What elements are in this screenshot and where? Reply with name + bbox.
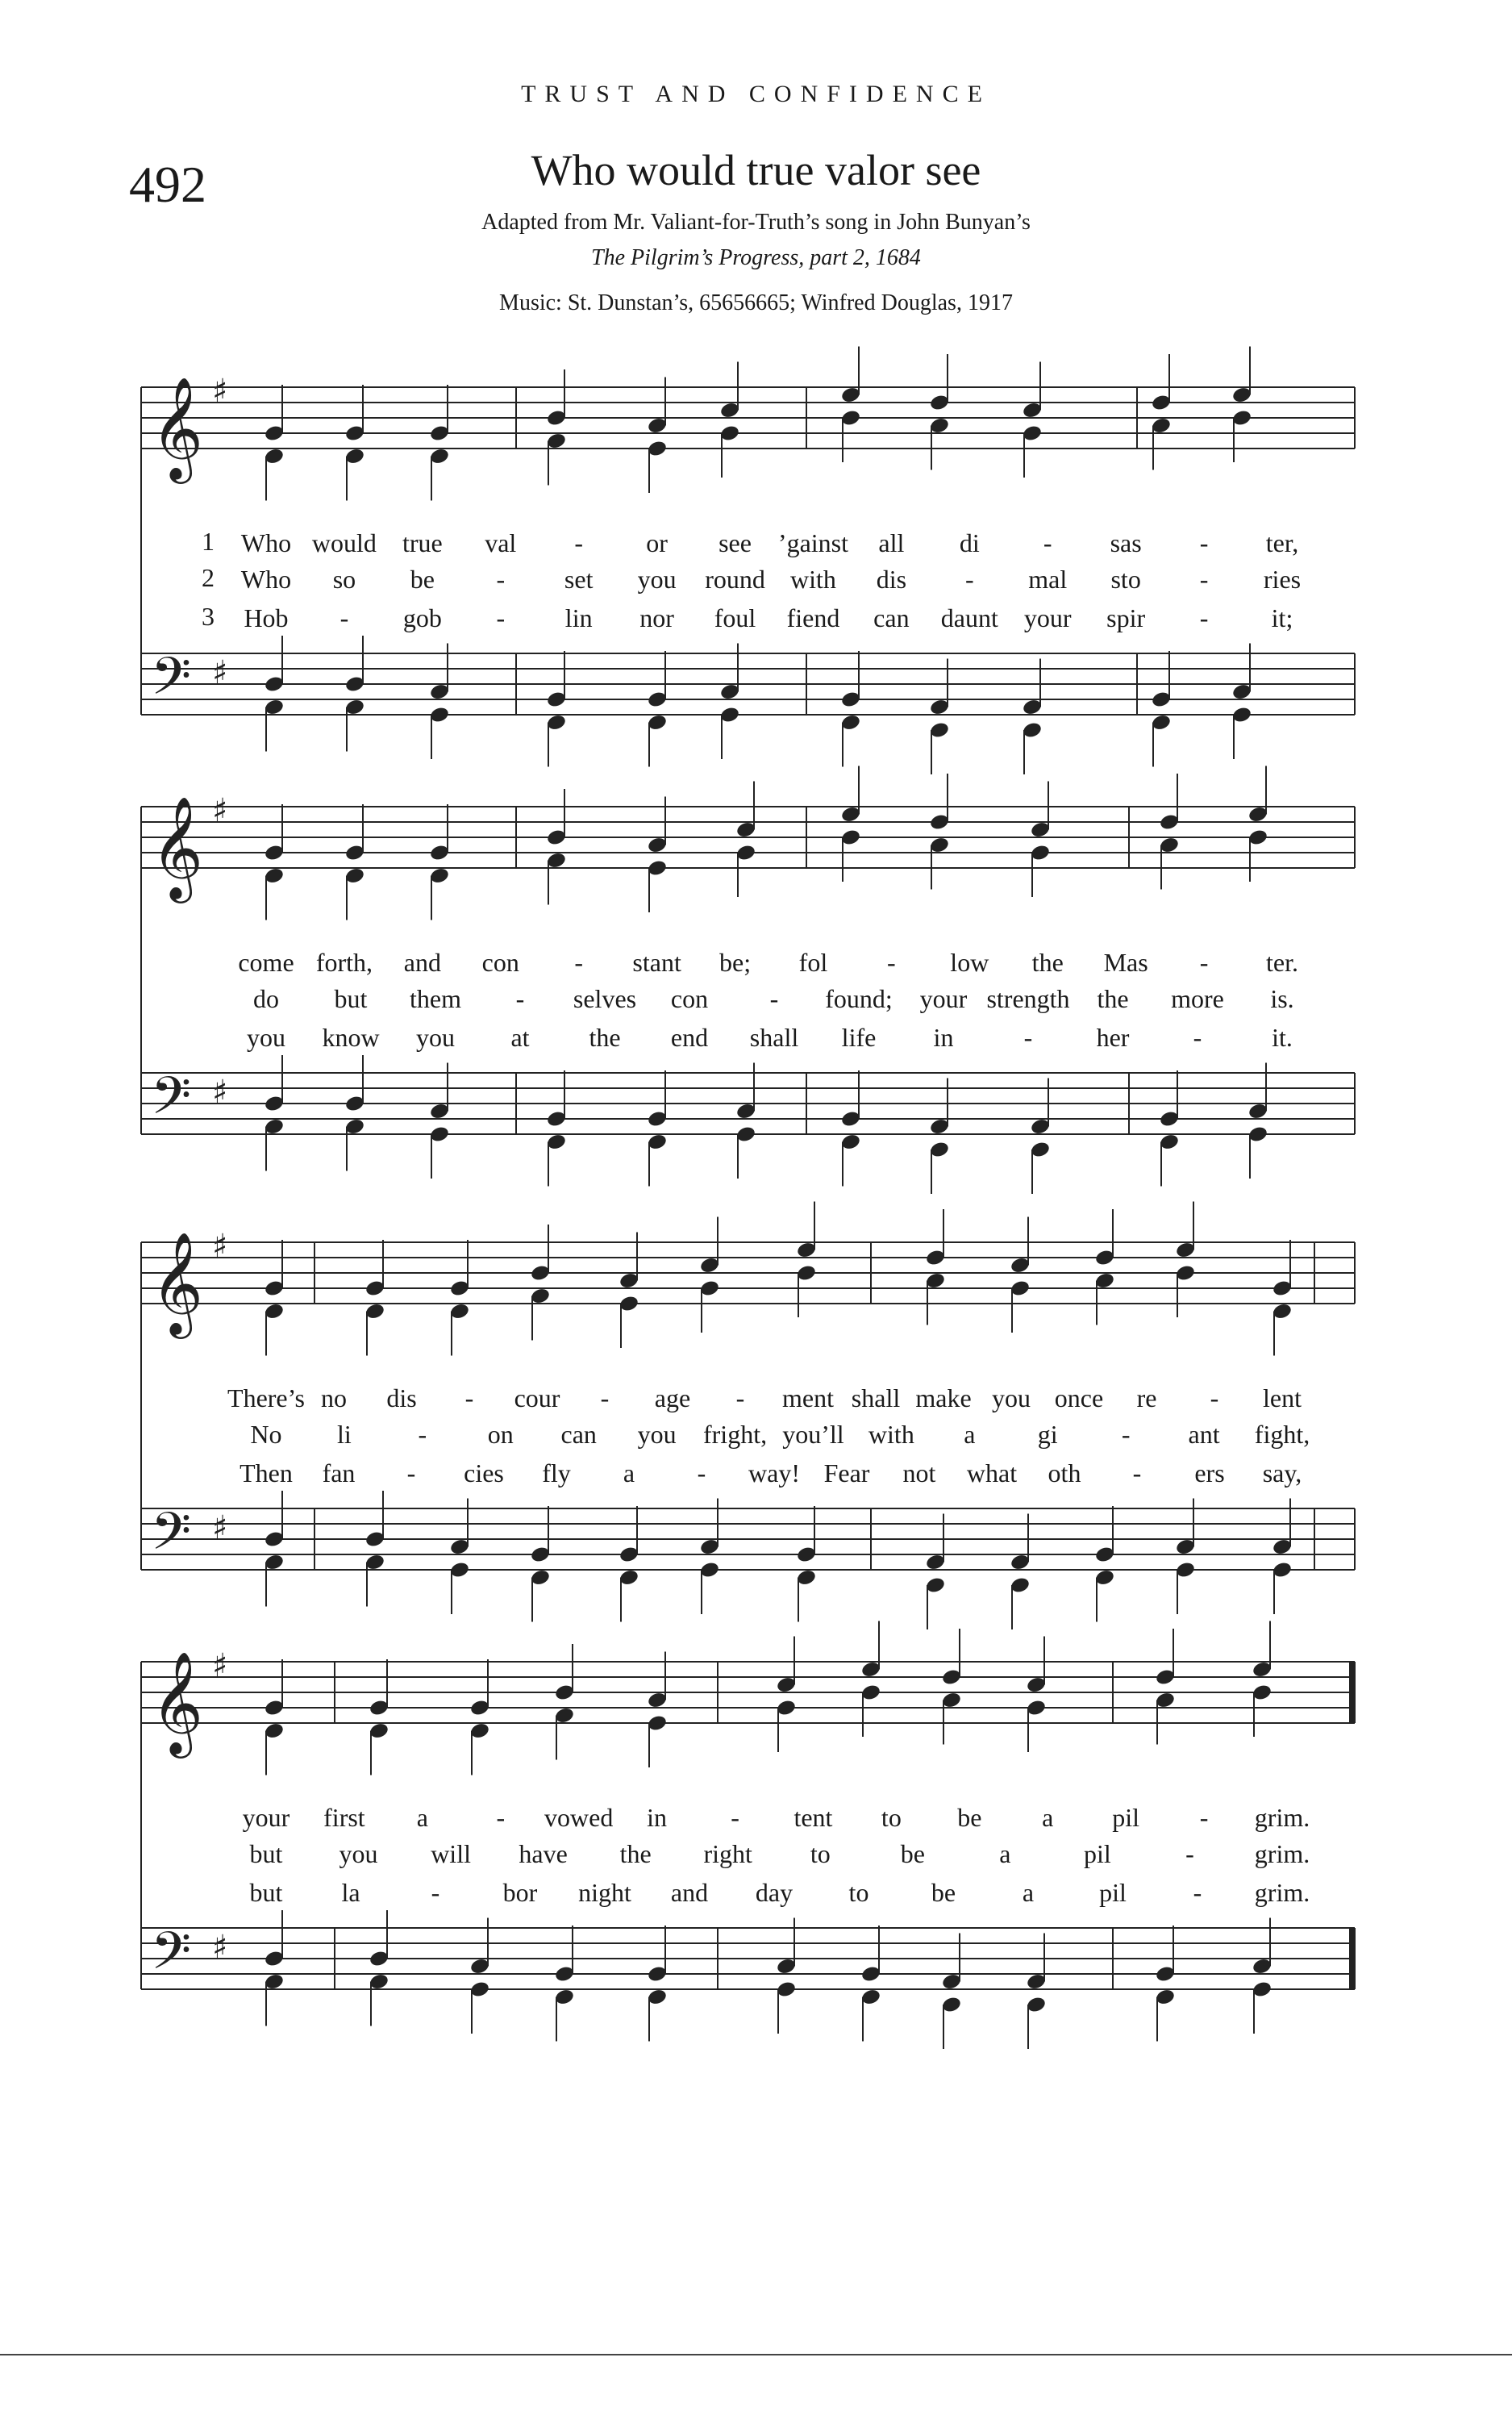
lyric-syllable: - <box>574 528 584 557</box>
lyric-syllable: a <box>623 1458 635 1487</box>
lyric-syllable: ment <box>782 1383 834 1412</box>
lyric-syllable: val <box>485 528 517 557</box>
key-signature-sharp-icon: ♯ <box>212 1647 228 1684</box>
lyric-syllable: fol <box>798 948 828 977</box>
lyric-syllable: can <box>873 603 910 632</box>
key-signature-sharp-icon: ♯ <box>212 1228 228 1265</box>
lyric-syllable: have <box>519 1839 568 1868</box>
lyric-syllable: low <box>950 948 989 977</box>
lyric-syllable: re <box>1136 1383 1157 1412</box>
lyric-syllable: - <box>1199 1803 1209 1832</box>
lyric-syllable: know <box>322 1023 380 1052</box>
lyric-syllable: - <box>418 1420 427 1449</box>
lyric-syllable: - <box>496 603 506 632</box>
lyric-syllable: more <box>1171 984 1224 1013</box>
treble-clef-icon: 𝄞 <box>151 795 204 899</box>
lyric-syllable: - <box>887 948 896 977</box>
lyric-syllable: pil <box>1099 1878 1127 1907</box>
lyric-syllable: first <box>323 1803 365 1832</box>
lyric-syllable: grim. <box>1254 1878 1310 1907</box>
lyric-syllable: - <box>496 1803 506 1832</box>
lyric-syllable: foul <box>714 603 756 632</box>
lyric-syllable: what <box>966 1458 1018 1487</box>
lyric-syllable: cour <box>514 1383 560 1412</box>
lyric-syllable: - <box>731 1803 739 1832</box>
lyric-syllable: - <box>735 1383 745 1412</box>
lyric-syllable: to <box>810 1839 831 1868</box>
lyric-syllable: her <box>1096 1023 1130 1052</box>
lyric-syllable: and <box>403 948 441 977</box>
lyric-syllable: at <box>510 1023 530 1052</box>
text-source-credit: Adapted from Mr. Valiant-for-Truth’s song in John Bunyan’s <box>481 210 1031 235</box>
lyric-syllable: cies <box>464 1458 504 1487</box>
lyric-syllable: you <box>247 1023 285 1052</box>
lyric-syllable: - <box>1199 565 1209 594</box>
lyric-syllable: will <box>431 1839 471 1868</box>
lyric-syllable: in <box>933 1023 954 1052</box>
lyric-syllable: do <box>253 984 279 1013</box>
lyric-syllable: Who <box>240 528 292 557</box>
music-credit: Music: St. Dunstan’s, 65656665; Winfred Douglas, 1917 <box>499 290 1013 315</box>
key-signature-sharp-icon: ♯ <box>212 1929 228 1966</box>
lyric-syllable: the <box>589 1023 621 1052</box>
lyric-syllable: you’ll <box>782 1420 844 1449</box>
lyric-syllable: - <box>1121 1420 1131 1449</box>
lyric-syllable: night <box>578 1878 631 1907</box>
lyric-syllable: - <box>1199 528 1209 557</box>
lyric-syllable: - <box>339 603 349 632</box>
lyric-syllable: you <box>637 565 677 594</box>
lyric-syllable: age <box>654 1383 691 1412</box>
lyric-syllable: con <box>670 984 709 1013</box>
lyric-syllable: once <box>1054 1383 1104 1412</box>
key-signature-sharp-icon: ♯ <box>212 792 228 829</box>
lyric-syllable: with <box>790 565 836 594</box>
lyric-syllable: found; <box>825 984 893 1013</box>
lyric-syllable: be <box>410 565 435 594</box>
lyric-syllable: to <box>881 1803 902 1832</box>
lyric-syllable: - <box>697 1458 706 1487</box>
lyric-syllable: Then <box>240 1458 293 1487</box>
lyric-syllable: them <box>410 984 461 1013</box>
lyric-syllable: - <box>496 565 506 594</box>
lyric-syllable: sas <box>1110 528 1142 557</box>
lyric-syllable: you <box>339 1839 378 1868</box>
lyric-syllable: with <box>868 1420 914 1449</box>
lyric-syllable: Mas <box>1103 948 1148 977</box>
lyric-syllable: would <box>311 528 377 557</box>
key-signature-sharp-icon: ♯ <box>212 654 228 691</box>
lyric-syllable: di <box>959 528 980 557</box>
lyric-syllable: fight, <box>1254 1420 1310 1449</box>
lyric-syllable: life <box>841 1023 877 1052</box>
lyric-syllable: - <box>574 948 584 977</box>
lyric-syllable: con <box>481 948 519 977</box>
lyric-syllable: all <box>878 528 905 557</box>
lyric-syllable: - <box>769 984 779 1013</box>
lyric-syllable: it. <box>1272 1023 1293 1052</box>
lyric-syllable: nor <box>639 603 674 632</box>
lyric-syllable: on <box>487 1420 514 1449</box>
lyric-syllable: daunt <box>940 603 998 632</box>
lyric-syllable: round <box>705 565 765 594</box>
lyric-syllable: a <box>964 1420 976 1449</box>
music-system-1 <box>0 371 1512 855</box>
page-bottom-rule <box>0 2354 1512 2355</box>
lyric-syllable: gob <box>402 603 442 632</box>
music-system-4 <box>0 1646 1512 2130</box>
lyric-syllable: - <box>1210 1383 1219 1412</box>
lyric-syllable: be <box>900 1839 925 1868</box>
verse-number: 1 <box>202 527 215 556</box>
lyric-syllable: - <box>964 565 974 594</box>
lyric-syllable: grim. <box>1254 1839 1310 1868</box>
lyric-syllable: your <box>1023 603 1072 632</box>
lyric-syllable: spir <box>1106 603 1146 632</box>
lyric-syllable: set <box>564 565 594 594</box>
lyric-syllable: come <box>238 948 294 977</box>
lyric-syllable: ers <box>1194 1458 1225 1487</box>
lyric-syllable: but <box>249 1839 283 1868</box>
lyric-syllable: fright, <box>702 1420 768 1449</box>
lyric-syllable: ries <box>1263 565 1302 594</box>
lyric-syllable: the <box>1031 948 1064 977</box>
lyric-syllable: forth, <box>315 948 373 977</box>
lyric-syllable: - <box>406 1458 416 1487</box>
lyric-syllable: tent <box>793 1803 833 1832</box>
lyric-syllable: be <box>931 1878 956 1907</box>
lyric-syllable: you <box>416 1023 455 1052</box>
lyric-syllable: oth <box>1048 1458 1081 1487</box>
lyric-syllable: be <box>957 1803 982 1832</box>
bass-clef-icon: 𝄢 <box>151 647 192 720</box>
lyric-syllable: - <box>1185 1839 1194 1868</box>
lyric-syllable: - <box>1023 1023 1033 1052</box>
lyric-syllable: true <box>402 528 443 557</box>
lyric-syllable: li <box>337 1420 352 1449</box>
lyric-syllable: no <box>321 1383 347 1412</box>
lyric-syllable: bor <box>502 1878 538 1907</box>
lyric-syllable: day <box>755 1878 793 1907</box>
lyric-syllable: make <box>915 1383 972 1412</box>
lyric-syllable: - <box>1199 603 1209 632</box>
hymn-title: Who would true valor see <box>531 146 981 194</box>
lyric-syllable: Hob <box>244 603 289 632</box>
lyric-syllable: a <box>1022 1878 1035 1907</box>
final-bar-line <box>1349 1928 1355 1989</box>
lyric-syllable: right <box>703 1839 752 1868</box>
lyric-syllable: - <box>600 1383 610 1412</box>
lyric-syllable: la <box>341 1878 360 1907</box>
lyric-syllable: or <box>646 528 668 557</box>
lyric-syllable: - <box>464 1383 474 1412</box>
lyric-syllable: a <box>1042 1803 1054 1832</box>
music-system-3 <box>0 1226 1512 1710</box>
lyric-syllable: fan <box>322 1458 356 1487</box>
lyric-syllable: stant <box>632 948 681 977</box>
lyric-syllable: and <box>670 1878 709 1907</box>
lyric-syllable: - <box>1193 1023 1202 1052</box>
lyric-syllable: be; <box>719 948 752 977</box>
lyric-syllable: a <box>416 1803 428 1832</box>
verse-number: 3 <box>202 602 215 631</box>
lyric-syllable: mal <box>1028 565 1068 594</box>
lyric-syllable: end <box>670 1023 709 1052</box>
treble-clef-icon: 𝄞 <box>151 1650 204 1754</box>
lyric-syllable: so <box>332 565 356 594</box>
lyric-syllable: - <box>515 984 525 1013</box>
lyric-syllable: - <box>431 1878 440 1907</box>
lyric-syllable: - <box>1132 1458 1142 1487</box>
lyric-syllable: Who <box>240 565 292 594</box>
bass-clef-icon: 𝄢 <box>151 1502 192 1575</box>
lyric-syllable: can <box>560 1420 597 1449</box>
lyric-syllable: fiend <box>786 603 840 632</box>
lyric-syllable: gi <box>1037 1420 1058 1449</box>
lyric-syllable: selves <box>573 984 637 1013</box>
lyric-syllable: ter. <box>1266 948 1298 977</box>
lyric-syllable: the <box>619 1839 652 1868</box>
lyric-syllable: Fear <box>823 1458 870 1487</box>
lyric-syllable: to <box>848 1878 869 1907</box>
lyric-syllable: way! <box>748 1458 800 1487</box>
lyric-syllable: strength <box>986 984 1070 1013</box>
lyric-syllable: it; <box>1271 603 1293 632</box>
lyric-syllable: you <box>637 1420 677 1449</box>
key-signature-sharp-icon: ♯ <box>212 1509 228 1546</box>
lyric-syllable: - <box>1193 1878 1202 1907</box>
lyric-syllable: ter, <box>1265 528 1299 557</box>
lyric-syllable: in <box>647 1803 668 1832</box>
lyric-syllable: pil <box>1112 1803 1140 1832</box>
lyric-syllable: sto <box>1110 565 1141 594</box>
lyric-syllable: but <box>334 984 368 1013</box>
lyric-syllable: say, <box>1262 1458 1302 1487</box>
hymn-number: 492 <box>129 156 206 213</box>
treble-clef-icon: 𝄞 <box>151 1231 204 1334</box>
lyric-syllable: you <box>992 1383 1031 1412</box>
final-bar-line <box>1349 1662 1355 1723</box>
key-signature-sharp-icon: ♯ <box>212 373 228 410</box>
lyric-syllable: your <box>919 984 968 1013</box>
music-system-2 <box>0 791 1512 1275</box>
lyric-syllable: lent <box>1263 1383 1302 1412</box>
lyric-syllable: - <box>1043 528 1052 557</box>
lyric-syllable: vowed <box>544 1803 614 1832</box>
verse-number: 2 <box>202 563 215 592</box>
lyric-syllable: shall <box>749 1023 799 1052</box>
lyric-syllable: grim. <box>1254 1803 1310 1832</box>
lyric-syllable: a <box>999 1839 1011 1868</box>
key-signature-sharp-icon: ♯ <box>212 1074 228 1111</box>
lyric-syllable: pil <box>1084 1839 1111 1868</box>
lyric-syllable: see <box>719 528 752 557</box>
lyric-syllable: but <box>249 1878 283 1907</box>
lyric-syllable: the <box>1097 984 1129 1013</box>
section-heading: TRUST AND CONFIDENCE <box>521 81 991 107</box>
lyric-syllable: dis <box>386 1383 417 1412</box>
lyric-syllable: your <box>242 1803 290 1832</box>
lyric-syllable: shall <box>851 1383 901 1412</box>
lyric-syllable: is. <box>1270 984 1294 1013</box>
lyric-syllable: - <box>1199 948 1209 977</box>
lyric-syllable: dis <box>876 565 907 594</box>
bass-clef-icon: 𝄢 <box>151 1921 192 1994</box>
bass-clef-icon: 𝄢 <box>151 1066 192 1139</box>
lyric-syllable: ant <box>1188 1420 1220 1449</box>
lyric-syllable: fly <box>542 1458 571 1487</box>
lyric-syllable: ’gainst <box>777 528 848 557</box>
book-title-credit: The Pilgrim’s Progress, part 2, 1684 <box>591 245 921 270</box>
lyric-syllable: lin <box>564 603 593 632</box>
lyric-syllable: There’s <box>227 1383 305 1412</box>
lyric-syllable: not <box>902 1458 936 1487</box>
lyric-syllable: No <box>250 1420 282 1449</box>
treble-clef-icon: 𝄞 <box>151 376 204 479</box>
